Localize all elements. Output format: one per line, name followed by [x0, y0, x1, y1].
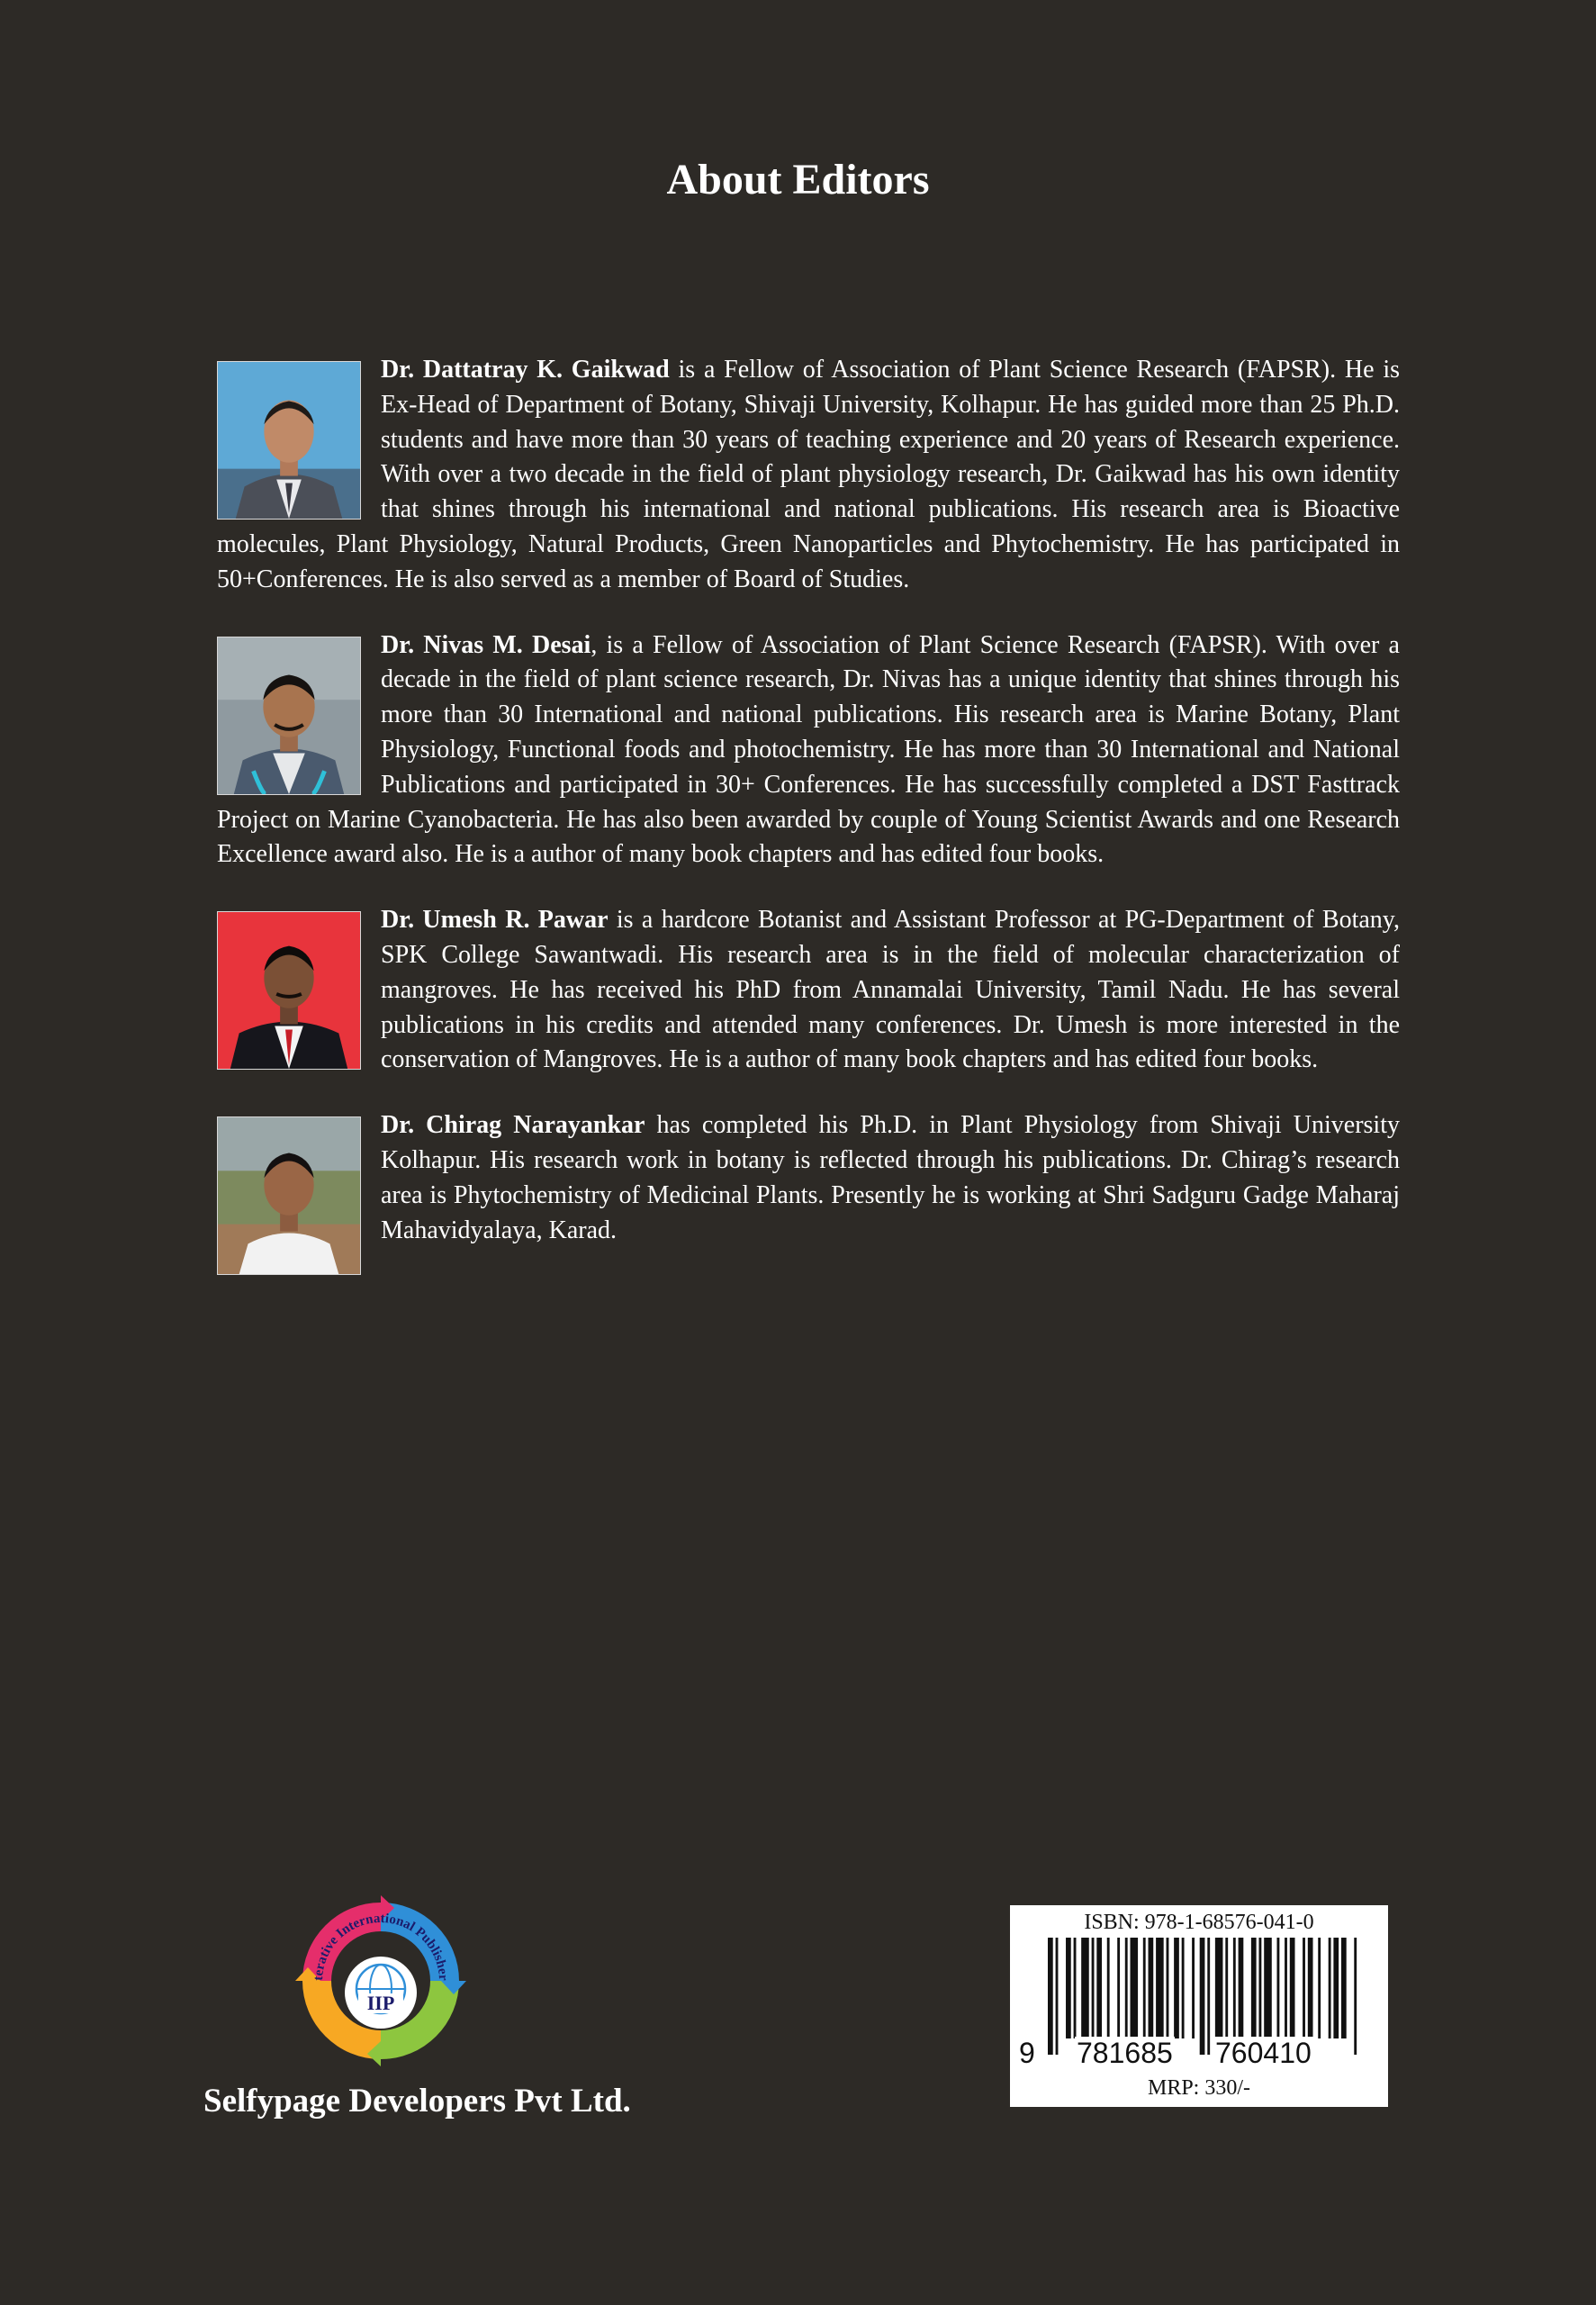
- editor-entry: [217, 353, 1400, 598]
- logo-emblem-text: IIP: [366, 1992, 395, 2014]
- editor-bio: is a Fellow of Association of Plant Science Research (FAPSR). He is Ex-Head of Department of Botany, Shivaji University, Kolhapur. He has guided more than 25 Ph.D. students and have more than 30 years of teaching experience and 20 years of Research experience. With over a two decade in the field of plant physiology research, Dr. Gaikwad has his own identity that shines through his international and national publications. His research area is Bioactive molecules, Plant Physiology, Natural Products, Green Nanoparticles and Phytochemistry. He has participated in 50+Conferences. He is also served as a member of Board of Studies.: [217, 356, 1400, 593]
- isbn-barcode: [1010, 1905, 1388, 2107]
- editor-entry: [217, 628, 1400, 873]
- editors-section: [217, 353, 1400, 1311]
- editor-name: Dr. Dattatray K. Gaikwad: [381, 356, 670, 384]
- editor-photo: [217, 361, 361, 520]
- editor-bio: , is a Fellow of Association of Plant Science Research (FAPSR). With over a decade in the field of plant science research, Dr. Nivas has a unique identity that shines through his more than 30 International and national publications. His research area is Marine Botany, Plant Physiology, Functional foods and photochemistry. He has more than 30 International and National Publications and participated in 30+ Conferences. He has successfully completed a DST Fasttrack Project on Marine Cyanobacteria. He has also been awarded by couple of Young Scientist Awards and one Research Excellence award also. He is a author of many book chapters and has edited four books.: [217, 630, 1400, 869]
- barcode-digit-group: 781685: [1077, 2037, 1173, 2069]
- editor-entry: [217, 903, 1400, 1078]
- mrp-price: MRP: 330/-: [1147, 2076, 1251, 2100]
- editor-bio: has completed his Ph.D. in Plant Physiology from Shivaji University Kolhapur. His research work in botany is reflected through his publications. Dr. Chirag’s research area is Phytochemistry of Medicinal Plants. Presently he is working at Shri Sadguru Gadge Maharaj Mahavidyalaya, Karad.: [381, 1111, 1400, 1244]
- editor-photo: [217, 1116, 361, 1275]
- publisher-name: Selfypage Developers Pvt Ltd.: [203, 2083, 631, 2120]
- editor-photo: [217, 637, 361, 795]
- isbn-number: ISBN: 978-1-68576-041-0: [1084, 1911, 1314, 1934]
- editor-name: Dr. Umesh R. Pawar: [381, 906, 609, 935]
- editor-bio: is a hardcore Botanist and Assistant Professor at PG-Department of Botany, SPK College Sawantwadi. His research area is in the field of molecular characterization of mangroves. He has received his PhD from Annamalai University, Tamil Nadu. He has several publications in his credits and attended many conferences. Dr. Umesh is more interested in the conservation of Mangroves. He is a author of many book chapters and has edited four books.: [381, 906, 1400, 1074]
- barcode-digit-lead: 9: [1019, 2037, 1035, 2069]
- editor-name: Dr. Nivas M. Desai: [381, 630, 591, 659]
- publisher-logo: [295, 1895, 466, 2066]
- editor-photo: [217, 911, 361, 1070]
- editor-name: Dr. Chirag Narayankar: [381, 1111, 645, 1140]
- logo-ring-text: terative International Publisher: [311, 1911, 451, 1982]
- editor-entry: [217, 1108, 1400, 1280]
- page-title: About Editors: [666, 156, 930, 203]
- barcode-digit-group: 760410: [1215, 2037, 1312, 2069]
